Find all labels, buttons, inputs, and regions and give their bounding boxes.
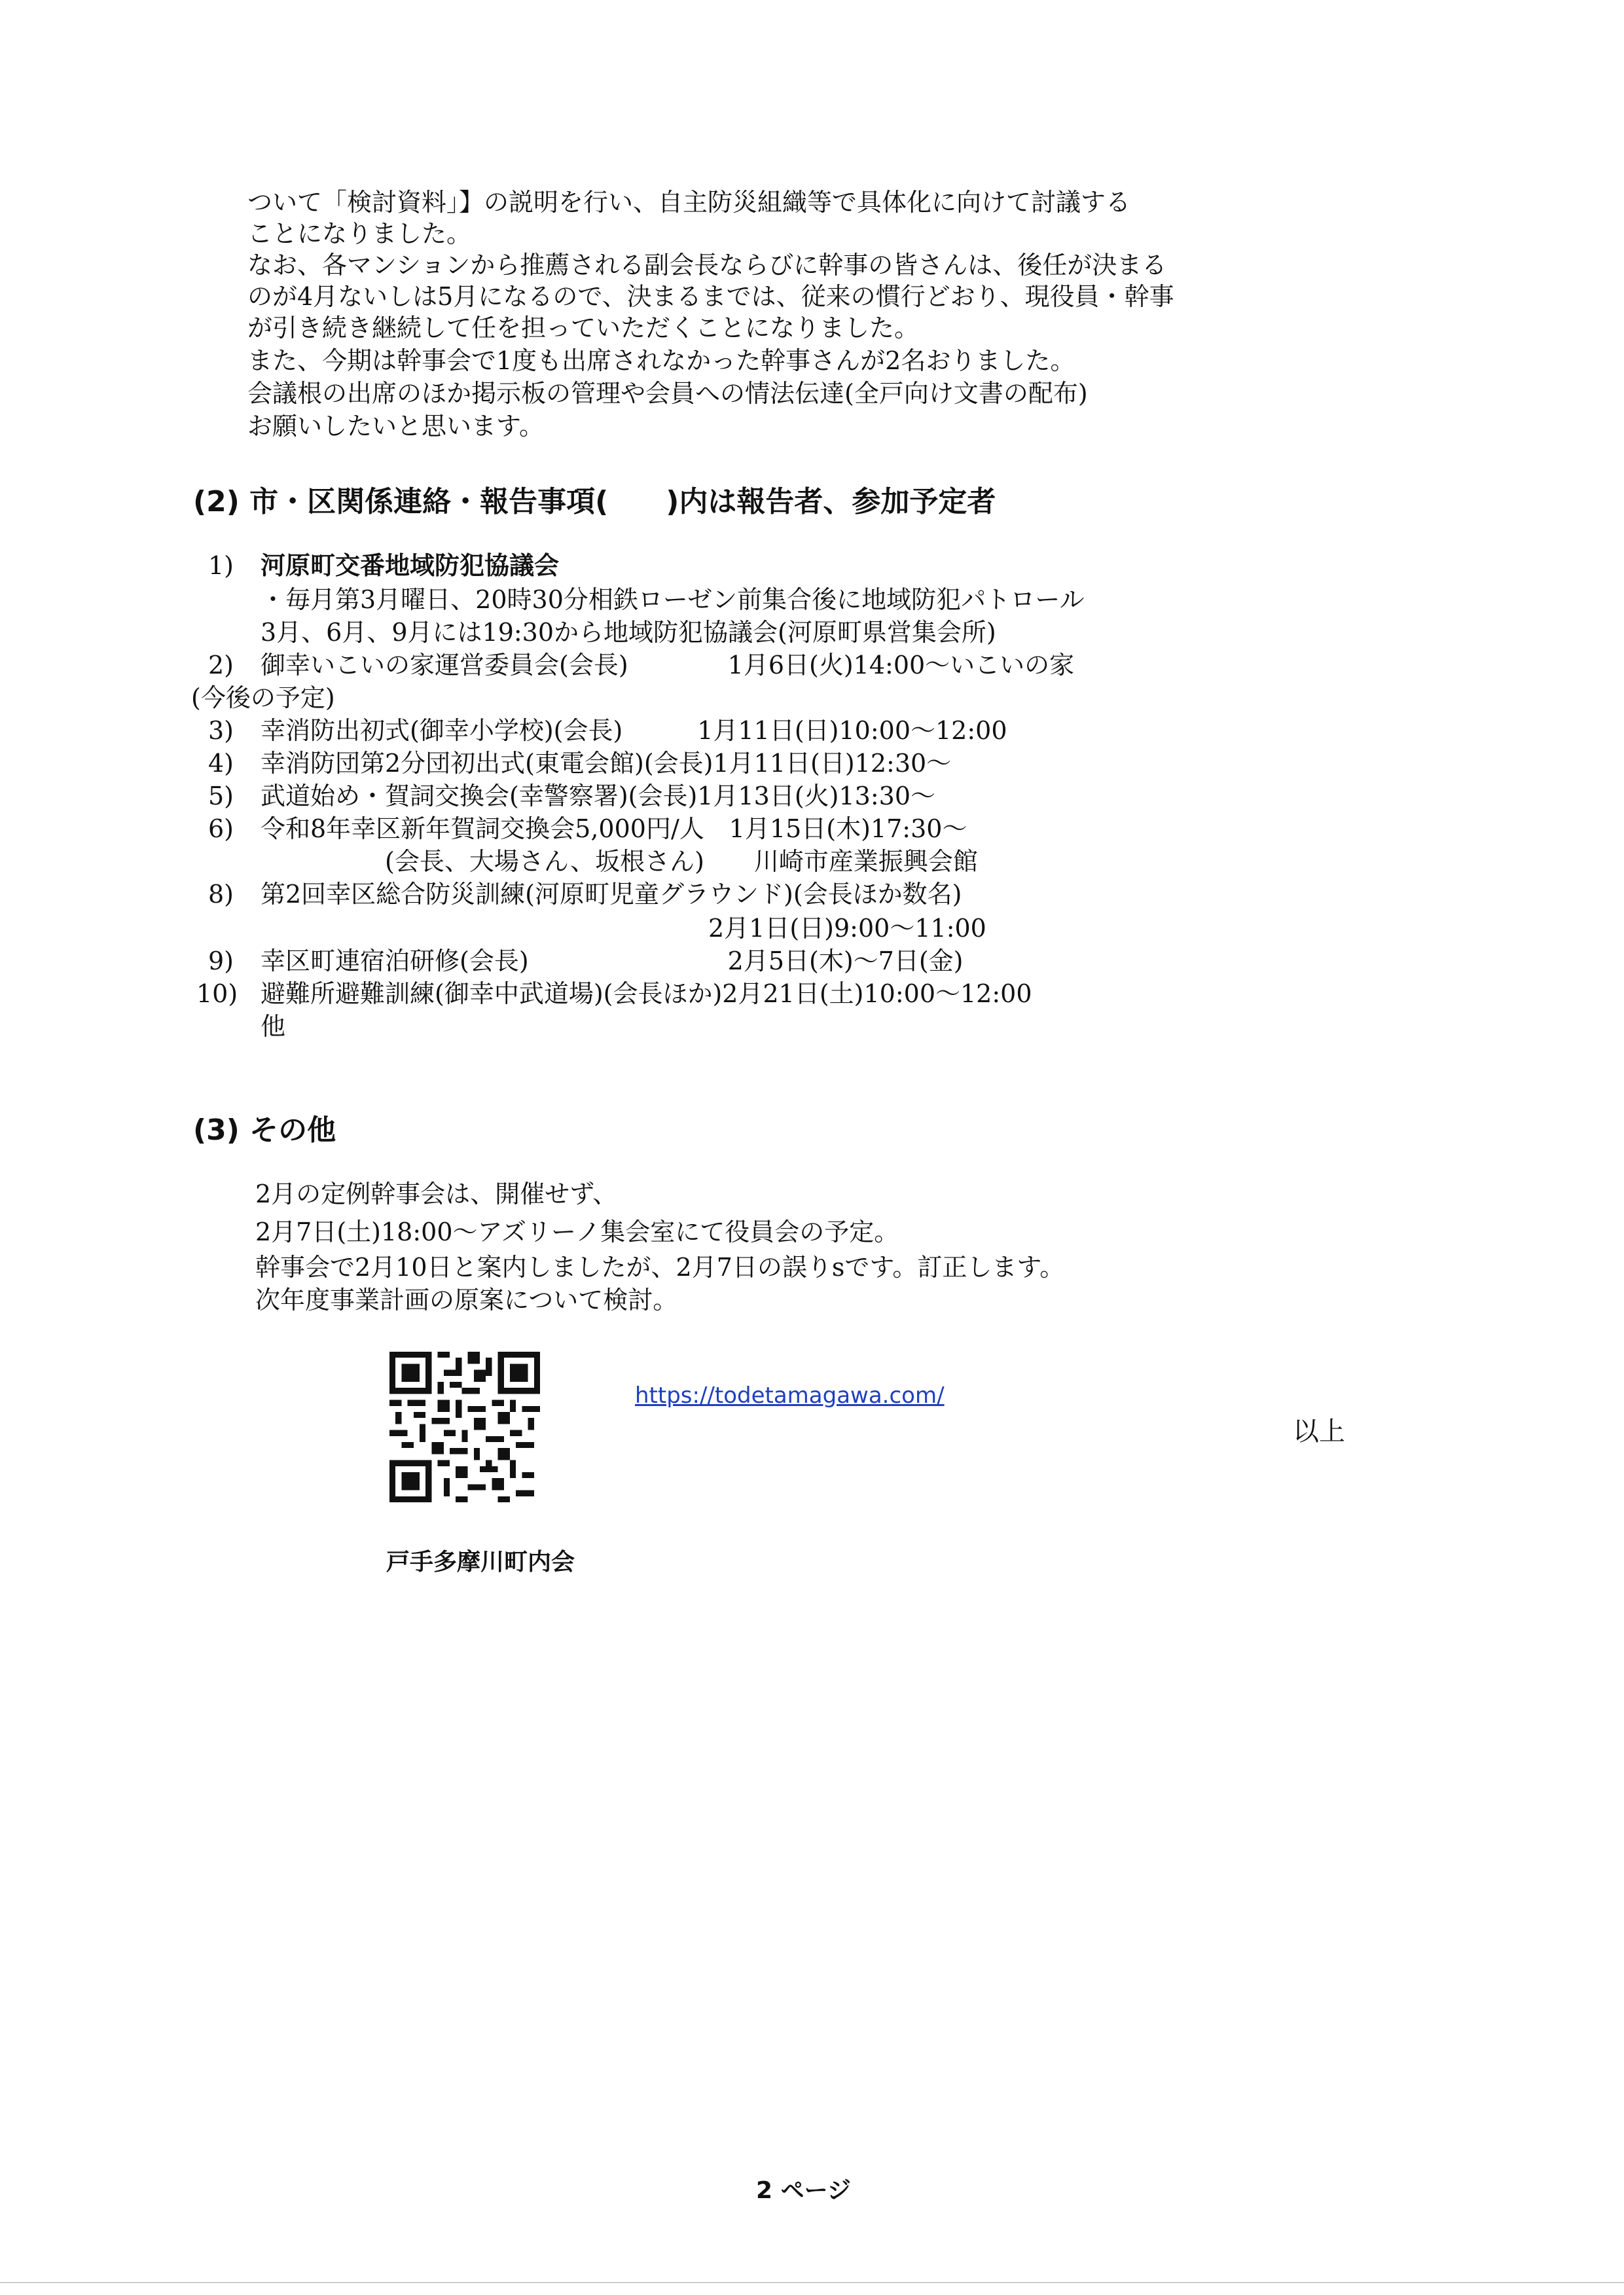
intro-line: ついて「検討資料」】の説明を行い、自主防災組織等で具体化に向けて討議する: [247, 188, 1131, 217]
other-line: 幹事会で2月10日と案内しましたが、2月7日の誤りsです。訂正します。: [255, 1253, 1065, 1282]
intro-line: ことになりました。: [247, 219, 472, 248]
list-number: 4): [208, 749, 234, 778]
list-number: 6): [208, 814, 234, 843]
list-item: 令和8年幸区新年賀詞交換会5,000円/人 1月15日(木)17:30～: [261, 814, 967, 843]
list-item: 御幸いこいの家運営委員会(会長) 1月6日(火)14:00～いこいの家: [261, 651, 1075, 679]
scan-edge-line: [0, 2282, 1624, 2283]
intro-line: また、今期は幹事会で1度も出席されなかった幹事さんが2名おりました。: [247, 346, 1075, 375]
list-item: (会長、大場さん、坂根さん) 川崎市産業振興会館: [261, 847, 978, 876]
list-item: 河原町交番地域防犯協議会: [261, 551, 560, 580]
list-item: 第2回幸区総合防災訓練(河原町児童グラウンド)(会長ほか数名): [261, 880, 962, 909]
list-note: (今後の予定): [191, 683, 335, 712]
list-number: 8): [208, 880, 234, 909]
intro-line: のが4月ないしは5月になるので、決まるまでは、従来の慣行どおり、現役員・幹事: [247, 282, 1174, 311]
website-link[interactable]: https://todetamagawa.com/: [635, 1382, 945, 1409]
list-item: 避難所避難訓練(御幸中武道場)(会長ほか)2月21日(土)10:00～12:00: [261, 979, 1032, 1008]
intro-line: が引き続き継続して任を担っていただくことになりました。: [247, 314, 920, 342]
list-item: 2月1日(日)9:00～11:00: [261, 914, 986, 943]
list-item: 幸消防団第2分団初出式(東電会館)(会長)1月11日(日)12:30～: [261, 749, 952, 778]
intro-line: お願いしたいと思います。: [247, 412, 544, 441]
list-item: ・毎月第3月曜日、20時30分相鉄ローゼン前集合後に地域防犯パトロール: [261, 585, 1085, 614]
list-item: 武道始め・賀詞交換会(幸警察署)(会長)1月13日(火)13:30～: [261, 782, 935, 810]
other-line: 次年度事業計画の原案について検討。: [255, 1286, 678, 1314]
section2-heading: (2) 市・区関係連絡・報告事項( )内は報告者、参加予定者: [193, 485, 996, 518]
intro-line: 会議根の出席のほか掲示板の管理や会員への情法伝達(全戸向け文書の配布): [247, 379, 1088, 408]
list-number: 5): [208, 782, 234, 810]
organization-name: 戸手多摩川町内会: [386, 1549, 575, 1576]
list-number: 10): [196, 979, 238, 1008]
list-number: 3): [208, 716, 234, 745]
list-item: 幸消防出初式(御幸小学校)(会長) 1月11日(日)10:00～12:00: [261, 716, 1007, 745]
section3-heading: (3) その他: [193, 1113, 336, 1147]
list-item: 他: [261, 1012, 286, 1041]
qr-code-image: [389, 1352, 540, 1502]
list-number: 9): [208, 947, 234, 975]
intro-line: なお、各マンションから推薦される副会長ならびに幹事の皆さんは、後任が決まる: [247, 251, 1167, 280]
page-number: 2 ページ: [756, 2177, 851, 2204]
list-item: 幸区町連宿泊研修(会長) 2月5日(木)～7日(金): [261, 947, 964, 975]
closing-text: 以上: [1293, 1417, 1345, 1447]
list-number: 1): [208, 551, 234, 580]
list-item: 3月、6月、9月には19:30から地域防犯協議会(河原町県営集会所): [261, 618, 996, 647]
other-line: 2月の定例幹事会は、開催せず、: [255, 1180, 618, 1208]
list-number: 2): [208, 651, 234, 679]
other-line: 2月7日(土)18:00～アズリーノ集会室にて役員会の予定。: [255, 1218, 899, 1246]
